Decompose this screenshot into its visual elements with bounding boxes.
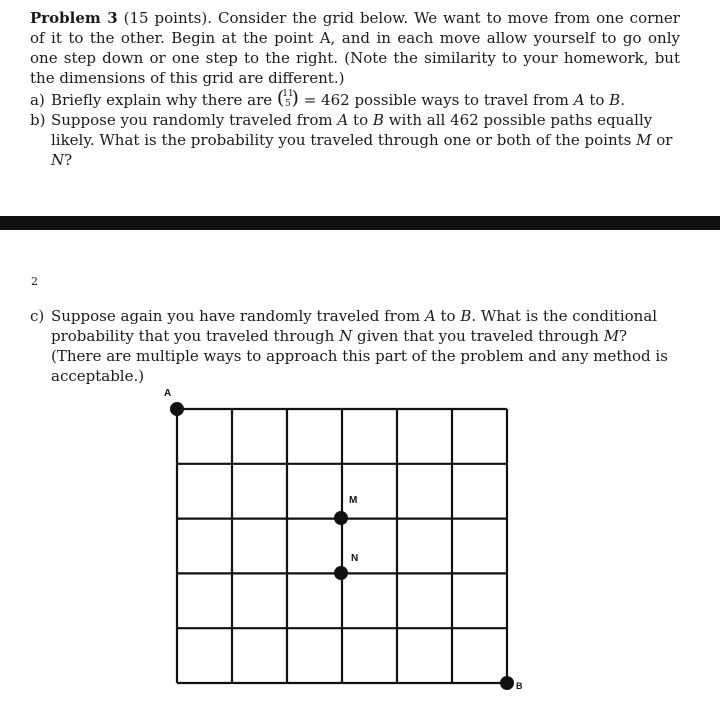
label-m: M bbox=[349, 495, 358, 506]
binomial-coefficient: ( 11 5 ) bbox=[276, 87, 299, 109]
binom-bottom: 5 bbox=[285, 99, 291, 109]
page-number: 2 bbox=[31, 275, 38, 288]
point-a-dot bbox=[170, 402, 184, 416]
part-b-text-1: Suppose you randomly traveled from bbox=[51, 111, 333, 129]
label-n: N bbox=[351, 553, 359, 564]
part-c-text-4: given that you traveled through bbox=[357, 327, 599, 345]
part-c-text-1: Suppose again you have randomly traveled from bbox=[51, 307, 421, 325]
point-n-ref: N bbox=[339, 327, 353, 345]
part-a-end: . bbox=[620, 91, 625, 109]
label-b: B bbox=[516, 681, 523, 691]
part-b-text-4: or bbox=[656, 131, 673, 149]
part-b-end: ? bbox=[64, 151, 73, 169]
lattice-grid bbox=[150, 375, 530, 700]
problem-points: (15 points). bbox=[123, 9, 212, 27]
point-b-ref: B bbox=[609, 91, 621, 109]
point-a-ref: A bbox=[337, 111, 349, 129]
point-b-ref: B bbox=[372, 111, 384, 129]
binom-top: 11 bbox=[282, 89, 294, 99]
problem-intro: Consider the grid below. We want to move from one corner of it to the other. Begin at the point A, and in each move allow yourself to go only one step down or one step to the right. (Note the similarity to your homework, but the dimensions of this grid are different.) bbox=[30, 9, 680, 87]
point-n-dot bbox=[334, 566, 348, 580]
page-divider bbox=[0, 216, 720, 230]
label-a: A bbox=[164, 388, 172, 399]
point-a-ref: A bbox=[424, 307, 436, 325]
point-n-ref: N bbox=[51, 151, 65, 169]
part-c-label: c) bbox=[30, 307, 45, 325]
part-c bbox=[30, 306, 680, 386]
point-m-ref: M bbox=[603, 327, 620, 345]
point-b-ref: B bbox=[460, 307, 472, 325]
point-m-dot bbox=[334, 511, 348, 525]
point-m-ref: M bbox=[636, 131, 652, 149]
point-b-dot bbox=[500, 676, 514, 690]
part-b-text-2: to bbox=[353, 111, 369, 129]
part-a-equation: = 462 possible ways to travel from bbox=[303, 91, 569, 109]
part-c-text-2: to bbox=[440, 307, 456, 325]
problem-heading: Problem 3 bbox=[30, 9, 118, 27]
part-b bbox=[30, 110, 680, 170]
grid-lines bbox=[177, 409, 507, 683]
part-a bbox=[30, 87, 680, 110]
part-a-text: Briefly explain why there are bbox=[51, 91, 273, 109]
part-a-label: a) bbox=[30, 91, 45, 109]
problem-statement bbox=[30, 8, 680, 88]
part-c-text-3: . What is the conditional probability that you traveled through bbox=[51, 307, 658, 345]
part-a-to: to bbox=[589, 91, 605, 109]
point-a-ref: A bbox=[573, 91, 585, 109]
part-c-text-5: ? (There are multiple ways to approach this part of the problem and any method is acceptable.) bbox=[51, 327, 668, 385]
part-b-text-3: with all 462 possible paths equally likely. What is the probability you traveled through one or both of the points bbox=[51, 111, 653, 149]
part-b-label: b) bbox=[30, 111, 46, 129]
